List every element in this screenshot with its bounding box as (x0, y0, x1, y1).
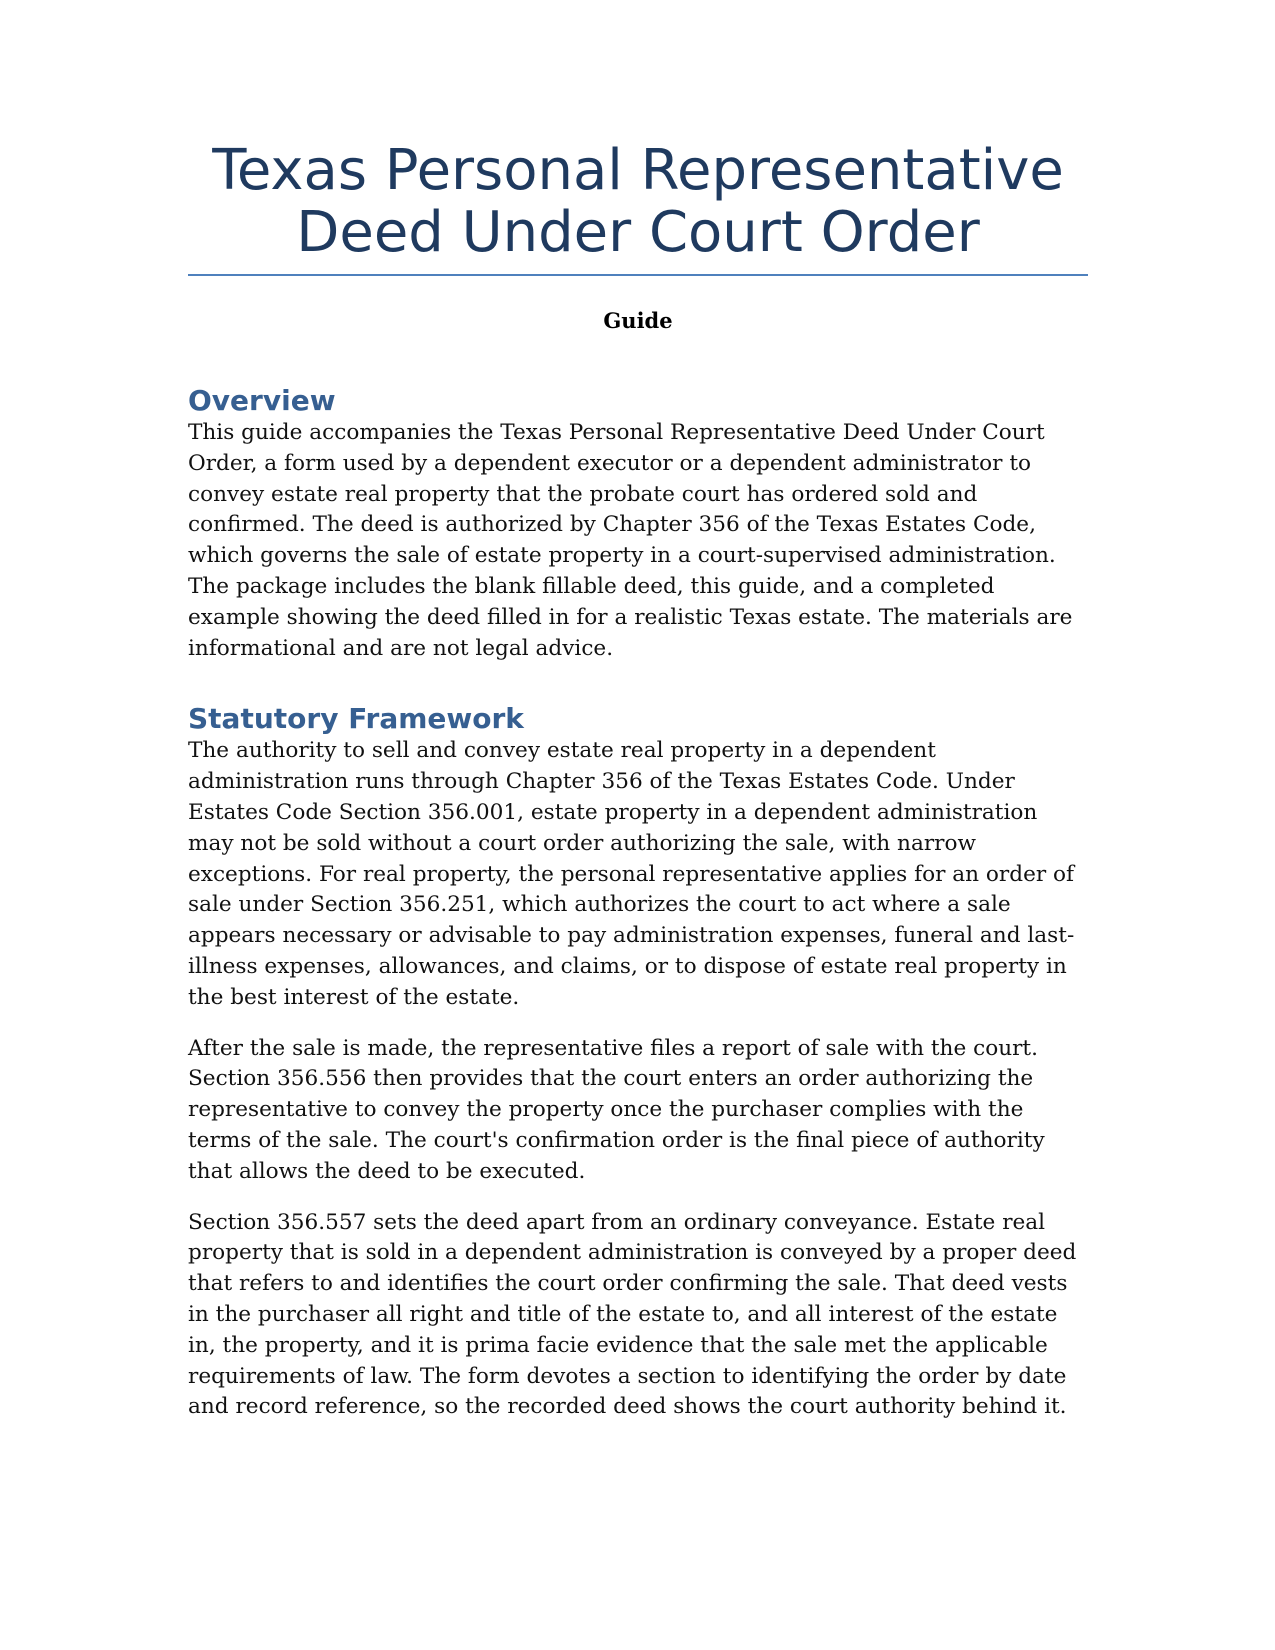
statutory-paragraph-3: Section 356.557 sets the deed apart from an ordinary conveyance. Estate real property that is sold in a dependent administration is conveyed by a proper deed that refers to and identifies the court order confirming the sale. That deed vests in the purchaser all right and title of the estate to, and all interest of the estate in, the property, and it is prima facie evidence that the sale met the applicable requirements of law. The form devotes a section to identifying the order by date and record reference, so the recorded deed shows the court authority behind it. (188, 1209, 1077, 1420)
title-divider (188, 274, 1088, 276)
overview-section (188, 384, 1088, 664)
overview-heading: Overview (188, 384, 336, 417)
document-subtitle: Guide (603, 308, 673, 333)
statutory-paragraph-1: The authority to sell and convey estate real property in a dependent administration runs through Chapter 356 of the Texas Estates Code. Under Estates Code Section 356.001, estate property in a dependent administration may not be sold without a court order authorizing the sale, with narrow exceptions. For real property, the personal representative applies for an order of sale under Section 356.251, which authorizes the court to act where a sale appears necessary or advisable to pay administration expenses, funeral and last-illness expenses, allowances, and claims, or to dispose of estate real property in the best interest of the estate. (188, 738, 1075, 1010)
statutory-framework-section (188, 702, 1088, 1423)
overview-paragraph: This guide accompanies the Texas Personal Representative Deed Under Court Order, a form used by a dependent executor or a dependent administrator to convey estate real property that the probate court has ordered sold and confirmed. The deed is authorized by Chapter 356 of the Texas Estates Code, which governs the sale of estate property in a court-supervised administration. The package includes the blank fillable deed, this guide, and a completed example showing the deed filled in for a realistic Texas estate. The materials are informational and are not legal advice. (188, 420, 1073, 661)
document-title-line-2: Deed Under Court Order (296, 200, 980, 265)
statutory-framework-heading: Statutory Framework (188, 702, 524, 736)
document-page (188, 140, 1088, 1423)
document-title (188, 140, 1088, 264)
document-title-line-1: Texas Personal Representative (212, 138, 1064, 203)
statutory-paragraph-2: After the sale is made, the representative files a report of sale with the court. Section 356.556 then provides that the court enters an order authorizing the representative to convey the property once the purchaser complies with the terms of the sale. The court's confirmation order is the final piece of authority that allows the deed to be executed. (188, 1035, 1045, 1184)
